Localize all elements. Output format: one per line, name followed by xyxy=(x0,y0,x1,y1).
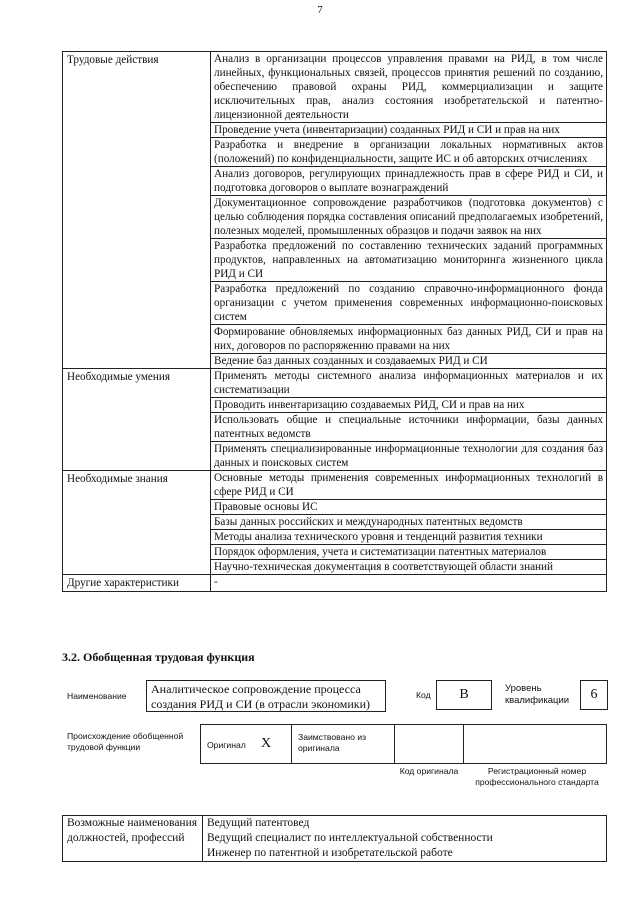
row-item-text: Порядок оформления, учета и систематизации патентных материалов xyxy=(211,545,607,560)
positions-list xyxy=(203,816,607,862)
borrowed-label: Заимствовано из оригинала xyxy=(298,732,367,753)
position-item: Инженер по патентной и изобретательской работе xyxy=(207,847,453,859)
table-row xyxy=(63,369,607,398)
table-row xyxy=(63,575,607,592)
row-item-text: Основные методы применения современных информационных технологий в сфере РИД и СИ xyxy=(211,471,607,500)
original-label: Оригинал xyxy=(207,740,246,750)
row-category-label: Трудовые действия xyxy=(63,52,211,369)
level-label: Уровень квалификации xyxy=(505,683,570,706)
row-item-text: Анализ в организации процессов управления правами на РИД, в том числе линейных, функциональных связей, процессов принятия решений по созданию, обеспечению правовой охраны РИД, коммерциализации и защите исключительных прав, анализ состояния изобретательской и патентно-лицензионной деятельности xyxy=(211,52,607,123)
row-item-text: Проведение учета (инвентаризации) созданных РИД и СИ и прав на них xyxy=(211,123,607,138)
table-row xyxy=(63,471,607,500)
registration-number-caption: Регистрационный номер профессионального стандарта xyxy=(475,766,599,787)
name-label: Наименование xyxy=(67,691,127,701)
row-category-label: Необходимые знания xyxy=(63,471,211,575)
registration-number-cell xyxy=(463,724,607,764)
original-code-cell xyxy=(394,724,464,764)
row-item-text: Анализ договоров, регулирующих принадлежность прав в сфере РИД и СИ, и подготовка договоров о выплате вознаграждений xyxy=(211,167,607,196)
row-category-label: Необходимые умения xyxy=(63,369,211,471)
origin-label: Происхождение обобщенной трудовой функции xyxy=(67,731,184,752)
original-code-caption: Код оригинала xyxy=(399,766,459,776)
section-title: 3.2. Обобщенная трудовая функция xyxy=(62,650,255,664)
row-item-text: Базы данных российских и международных патентных ведомств xyxy=(211,515,607,530)
row-item-text: Проводить инвентаризацию создаваемых РИД, СИ и прав на них xyxy=(211,398,607,413)
original-cell xyxy=(200,724,292,764)
row-category-label: Другие характеристики xyxy=(63,575,211,592)
row-item-text: Применять методы системного анализа информационных материалов и их систематизации xyxy=(211,369,607,398)
position-item: Ведущий патентовед xyxy=(207,817,310,829)
row-item-text: Применять специализированные информационные технологии для создания баз данных и поисковых систем xyxy=(211,442,607,471)
row-item-text: Методы анализа технического уровня и тенденций развития техники xyxy=(211,530,607,545)
code-label: Код xyxy=(416,690,431,700)
row-item-text: Формирование обновляемых информационных баз данных РИД, СИ и прав на них, договоров по распоряжению правами на них xyxy=(211,325,607,354)
positions-table xyxy=(62,815,607,862)
row-item-text: Использовать общие и специальные источники информации, базы данных патентных ведомств xyxy=(211,413,607,442)
code-value: B xyxy=(436,680,492,710)
original-mark: X xyxy=(261,736,272,751)
page-number: 7 xyxy=(317,4,323,16)
row-item-text: Разработка и внедрение в организации локальных нормативных актов (положений) по конфиденциальности, защите ИС и об авторских отчислениях xyxy=(211,138,607,167)
row-item-text: Ведение баз данных созданных и создаваемых РИД и СИ xyxy=(211,354,607,369)
row-item-text: Правовые основы ИС xyxy=(211,500,607,515)
borrowed-cell xyxy=(291,724,395,764)
row-item-text: Документационное сопровождение разработчиков (подготовка документов) с целью соблюдения порядка составления описаний предполагаемых изобретений, полезных моделей, промышленных образцов и подачи заявок на них xyxy=(211,196,607,239)
level-value: 6 xyxy=(580,680,608,710)
positions-label: Возможные наименования должностей, профессий xyxy=(63,816,203,862)
position-item: Ведущий специалист по интеллектуальной собственности xyxy=(207,832,493,844)
row-item-text: - xyxy=(211,575,607,592)
row-item-text: Разработка предложений по составлению технических заданий программных продуктов, направленных на автоматизацию мониторинга жизненного цикла РИД и СИ xyxy=(211,239,607,282)
row-item-text: Научно-техническая документация в соответствующей области знаний xyxy=(211,560,607,575)
function-name-value: Аналитическое сопровождение процесса создания РИД и СИ (в отрасли экономики) xyxy=(146,680,386,712)
table-row xyxy=(63,52,607,123)
labor-functions-table xyxy=(62,51,607,592)
row-item-text: Разработка предложений по созданию справочно-информационного фонда организации с учетом применения современных информационно-поисковых систем xyxy=(211,282,607,325)
